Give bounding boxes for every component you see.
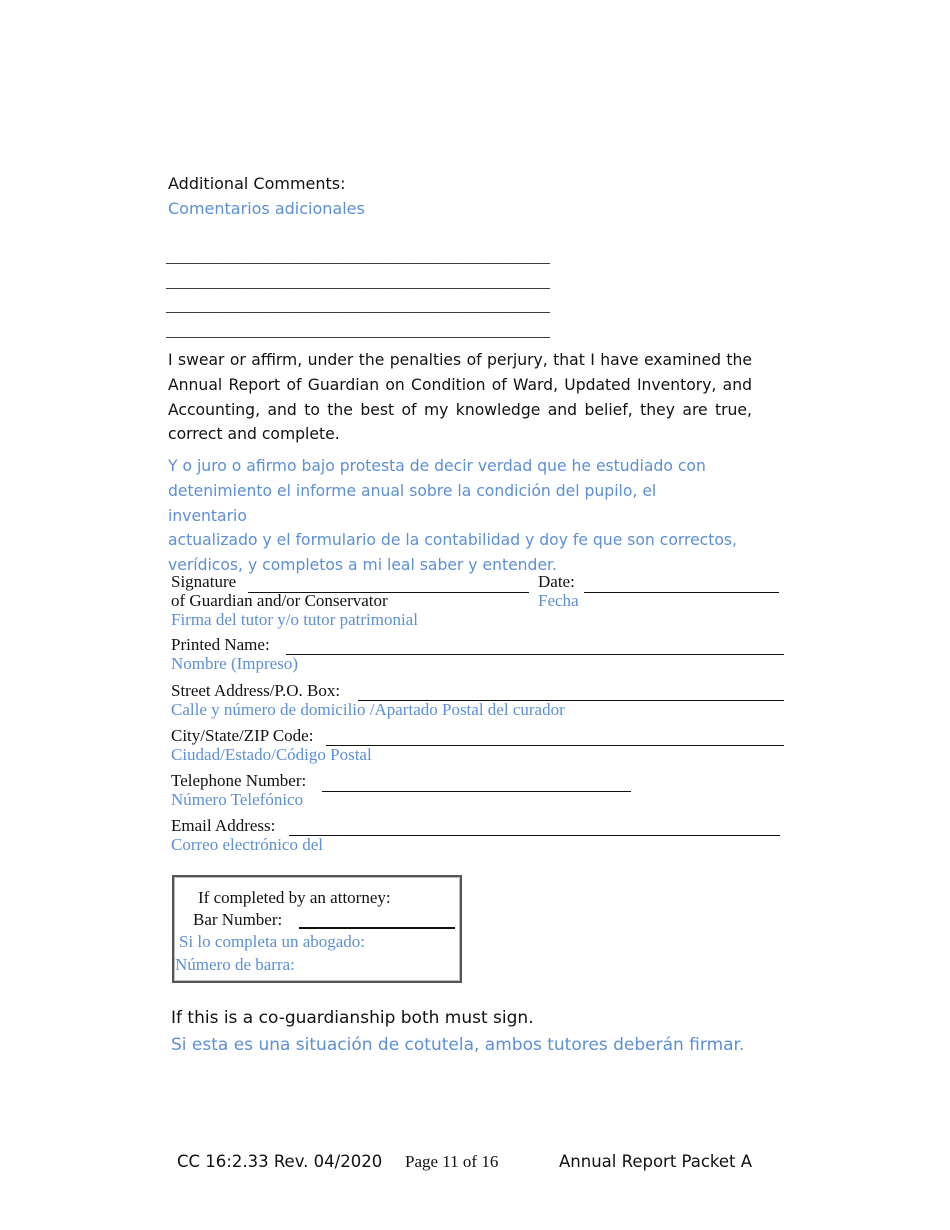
email-label: Email Address: [171, 816, 276, 835]
city-state-zip-label: City/State/ZIP Code: [171, 726, 314, 745]
comments-label-es: Comentarios adicionales [168, 199, 365, 218]
email-field[interactable] [289, 835, 780, 836]
printed-name-label: Printed Name: [171, 635, 270, 654]
oath-paragraph: I swear or affirm, under the penalties of perjury, that I have examined the Annual Report of Guardian on Condition of Ward, Updated Inventory, and Accounting, and to the best of my knowledge and belief, they are true, correct and complete. [168, 351, 752, 444]
oath-es-line-3: actualizado y el formulario de la contabilidad y doy fe que son correctos, [168, 531, 737, 550]
street-address-label: Street Address/P.O. Box: [171, 681, 341, 700]
printed-name-field[interactable] [286, 654, 784, 655]
telephone-field[interactable] [322, 791, 631, 792]
coguardianship-note: If this is a co-guardianship both must sign. [171, 1008, 534, 1028]
date-label-es: Fecha [538, 591, 579, 610]
signature-sublabel: of Guardian and/or Conservator [171, 591, 388, 610]
telephone-label-es: Número Telefónico [171, 790, 304, 809]
comments-label: Additional Comments: [168, 174, 346, 193]
coguardianship-note-es: Si esta es una situación de cotutela, ambos tutores deberán firmar. [171, 1035, 745, 1055]
email-label-es: Correo electrónico del [171, 835, 323, 854]
comment-line-text-3: ________________________________________________________________ [166, 299, 550, 314]
comment-line-text-2: ________________________________________________________________ [166, 274, 550, 289]
attorney-label-es: Si lo completa un abogado: [179, 932, 366, 951]
footer-page-number: Page 11 of 16 [405, 1152, 499, 1171]
footer-packet-name: Annual Report Packet A [559, 1152, 753, 1171]
bar-number-field[interactable] [299, 927, 455, 929]
oath-es-line-1: Y o juro o afirmo bajo protesta de decir verdad que he estudiado con [168, 457, 706, 475]
comment-line-text-1: ________________________________________________________________ [166, 250, 550, 264]
printed-name-label-es: Nombre (Impreso) [171, 654, 298, 673]
bar-number-label-es: Número de barra: [175, 955, 295, 974]
city-state-zip-field[interactable] [326, 745, 784, 746]
comment-line-text-4: ________________________________________________________________ [166, 324, 550, 339]
street-address-label-es: Calle y número de domicilio /Apartado Postal del curador [171, 700, 565, 719]
date-label: Date: [538, 572, 575, 591]
oath-paragraph-es [168, 454, 738, 578]
oath-es-line-2: detenimiento el informe anual sobre la condición del pupilo, el inventario [168, 481, 657, 525]
city-state-zip-label-es: Ciudad/Estado/Código Postal [171, 745, 372, 764]
date-field[interactable] [584, 592, 779, 593]
comment-lines-text [166, 245, 770, 344]
telephone-label: Telephone Number: [171, 771, 307, 790]
oath-es-line-4: verídicos, y completos a mi leal saber y entender. [168, 556, 557, 575]
signature-label-es: Firma del tutor y/o tutor patrimonial [171, 610, 418, 629]
signature-label: Signature [171, 572, 237, 591]
attorney-label: If completed by an attorney: [198, 888, 391, 907]
footer-form-id: CC 16:2.33 Rev. 04/2020 [177, 1152, 383, 1171]
bar-number-label: Bar Number: [193, 910, 283, 929]
